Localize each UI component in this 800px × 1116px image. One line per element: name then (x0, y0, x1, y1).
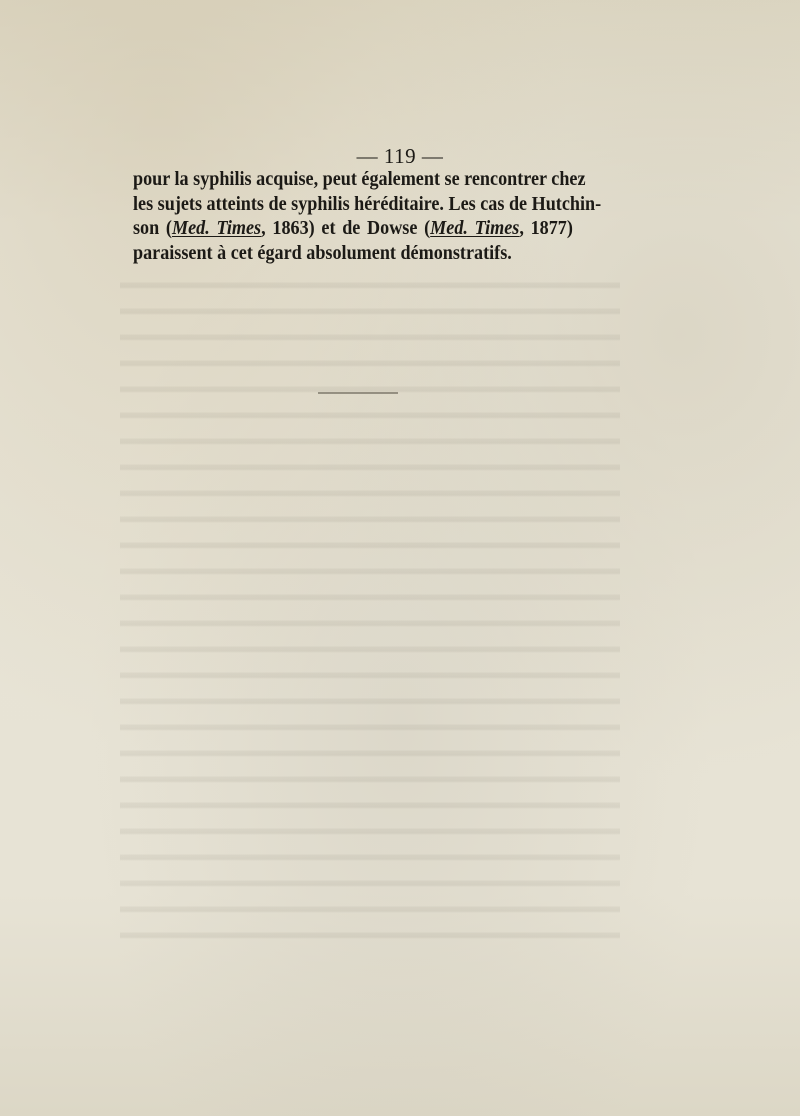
text-fragment: , 1877) (519, 218, 573, 239)
journal-citation: Med. Times (171, 218, 262, 239)
text-fragment: , 1863) et de Dowse ( (261, 218, 431, 239)
text-fragment: son ( (133, 218, 172, 239)
text-line-2: les sujets atteints de syphilis héréditaire. Les cas de Hutchin- (133, 193, 602, 215)
text-line-4: paraissent à cet égard absolument démonstratifs. (133, 242, 512, 264)
bleed-through-rule (318, 392, 398, 394)
text-line-1: pour la syphilis acquise, peut également se rencontrer chez (133, 169, 586, 190)
bleed-through-text (120, 268, 620, 958)
page-number: — 119 — (356, 144, 444, 168)
text-line-3 (133, 217, 573, 242)
body-paragraph (133, 168, 602, 266)
journal-citation: Med. Times (430, 218, 520, 239)
